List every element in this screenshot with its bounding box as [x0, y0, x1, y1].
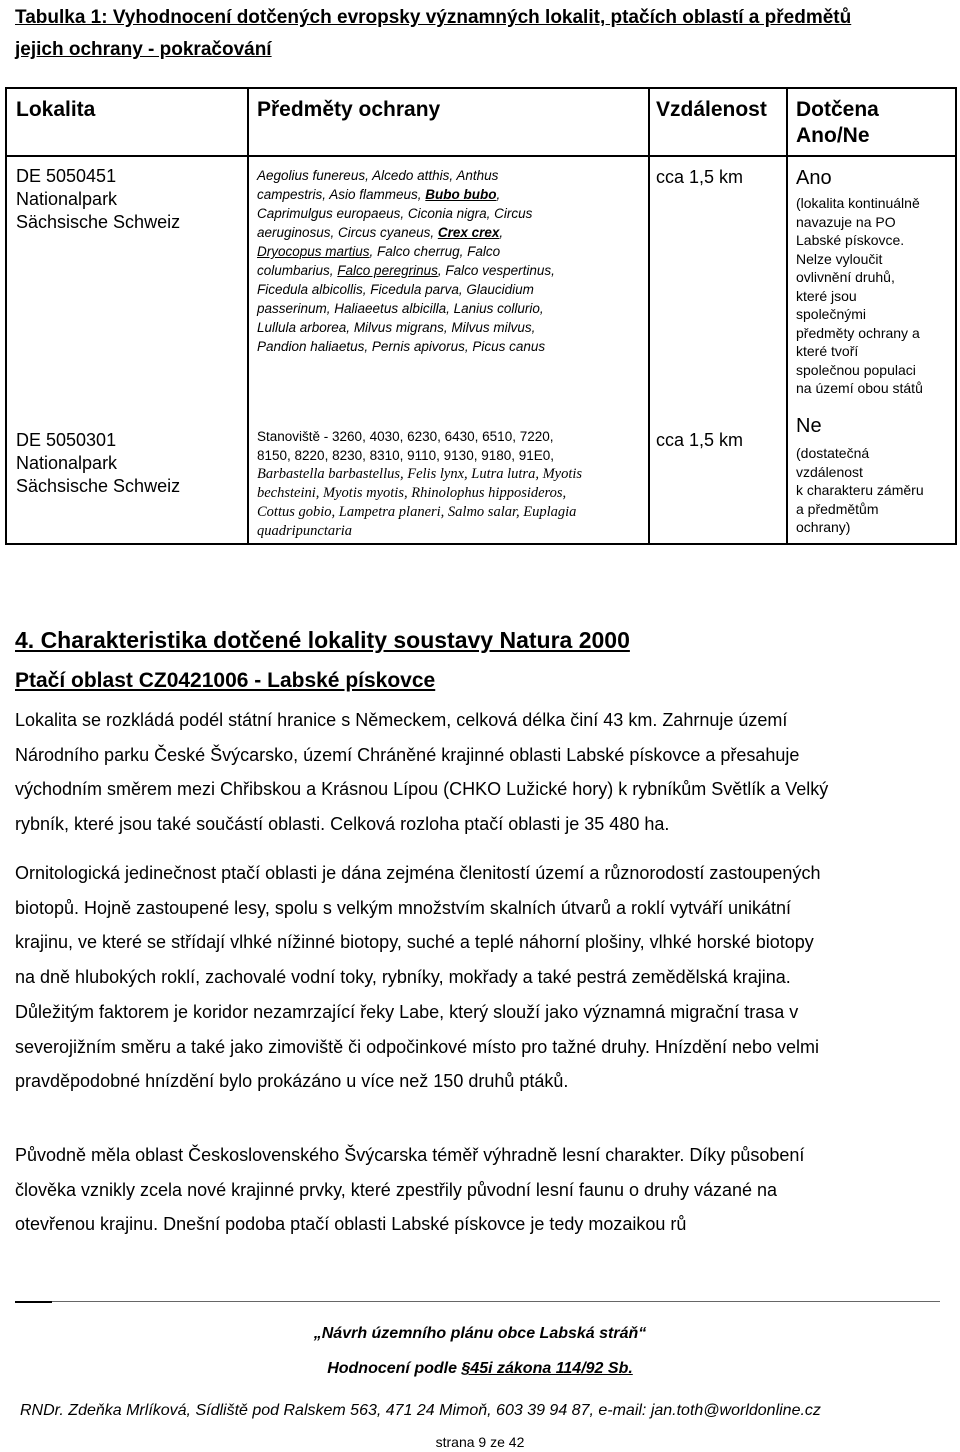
- underlined-species: Dryocopus martius: [257, 244, 370, 259]
- paragraph-1: [15, 703, 950, 842]
- emphasized-species: Crex crex: [437, 225, 500, 240]
- paragraph-line: Důležitým faktorem je koridor nezamrzající řeky Labe, který slouží jako významná migrační trasa v: [15, 1001, 799, 1022]
- species-line: Barbastella barbastellus, Felis lynx, Lutra lutra, Myotis: [257, 466, 583, 482]
- row2-note: [796, 444, 956, 537]
- note-line: a předmětům: [796, 500, 879, 517]
- note-line: společnými: [796, 306, 867, 322]
- header-dotcena: [796, 97, 879, 149]
- paragraph-line: rybník, které jsou také součástí oblasti. Celková rozloha ptačí oblasti je 35 480 ha.: [15, 814, 670, 835]
- paragraph-line: Národního parku České Švýcarsko, území Chráněné krajinné oblasti Labské pískovce a přesahuje: [15, 744, 800, 765]
- note-line: (dostatečná: [796, 445, 870, 461]
- paragraph-line: člověka vznikly zcela nové krajinné prvky, které zpestřily původní lesní faunu o druhy vázané na: [15, 1179, 778, 1200]
- header-lokalita: Lokalita: [16, 98, 96, 121]
- row1-affected: [796, 166, 956, 398]
- caption-line-2: jejich ochrany - pokračování: [15, 39, 272, 60]
- row1-answer: Ano: [796, 167, 832, 189]
- species-line: Aegolius funereus, Alcedo atthis, Anthus: [257, 168, 499, 183]
- note-line: vzdálenost: [796, 463, 863, 480]
- table-caption: [15, 2, 945, 66]
- note-line: Nelze vyloučit: [796, 250, 883, 267]
- note-line: Labské pískovce.: [796, 232, 905, 248]
- section-subheading: Ptačí oblast CZ0421006 - Labské pískovce: [15, 669, 436, 692]
- species-line: passerinum, Haliaeetus albicilla, Lanius collurio,: [257, 301, 544, 316]
- row2-loc-name-2: Sächsische Schweiz: [16, 476, 181, 496]
- footer-subtitle-law: §45i zákona 114/92 Sb.: [461, 1360, 633, 1377]
- row1-loc-name-1: Nationalpark: [16, 189, 118, 209]
- footer-rule-short: [15, 1301, 52, 1303]
- row2-answer: Ne: [796, 415, 822, 437]
- note-line: ovlivnění druhů,: [796, 269, 895, 285]
- species-line: Lullula arborea, Milvus migrans, Milvus milvus,: [257, 320, 536, 335]
- species-line: quadripunctaria: [257, 523, 353, 539]
- habitat-line: Stanoviště - 3260, 4030, 6230, 6430, 6510, 7220,: [257, 429, 554, 444]
- row2-loc-code: DE 5050301: [16, 430, 117, 450]
- species-line: aeruginosus, Circus cyaneus, Crex crex,: [257, 225, 504, 240]
- paragraph-3: [15, 1138, 950, 1242]
- paragraph-line: na dně hlubokých roklí, zachovalé vodní toky, rybníky, mokřady a také pestrá zemědělská krajina.: [15, 967, 791, 988]
- habitat-line: 8150, 8220, 8230, 8310, 9110, 9130, 9180, 91E0,: [257, 448, 555, 463]
- paragraph-line: otevřenou krajinu. Dnešní podoba ptačí oblasti Labské pískovce je tedy mozaikou rů: [15, 1214, 687, 1235]
- paragraph-line: Lokalita se rozkládá podél státní hranice s Německem, celková délka činí 43 km. Zahrnuje území: [15, 710, 788, 730]
- paragraph-line: severojižním směru a také jako zimoviště či odpočinkové místo pro tažné druhy. Hnízdění nebo velmi: [15, 1036, 820, 1057]
- species-line: Ficedula albicollis, Ficedula parva, Glaucidium: [257, 282, 534, 297]
- header-dotcena-line1: Dotčena: [796, 98, 879, 121]
- underlined-species: Falco peregrinus: [337, 263, 438, 278]
- row1-loc-name-2: Sächsische Schweiz: [16, 212, 181, 232]
- paragraph-line: východním směrem mezi Chřibskou a Krásnou Lípou (CHKO Lužické hory) k rybníkům Světlík a Velký: [15, 779, 829, 800]
- note-line: k charakteru záměru: [796, 482, 924, 498]
- footer-subtitle: [0, 1360, 960, 1378]
- row2-distance: cca 1,5 km: [656, 430, 744, 450]
- footer-rule: [52, 1301, 940, 1302]
- paragraph-line: krajinu, ve které se střídají vlhké nížinné biotopy, suché a teplé náhorní plošiny, vlhké horské biotopy: [15, 932, 814, 953]
- note-line: společnou populaci: [796, 361, 916, 378]
- row2-lokalita: [16, 429, 180, 498]
- header-dotcena-line2: Ano/Ne: [796, 124, 870, 147]
- row2-loc-name-1: Nationalpark: [16, 453, 118, 473]
- species-line: bechsteini, Myotis myotis, Rhinolophus hipposideros,: [257, 485, 567, 501]
- row2-predmety-ochrany: [257, 427, 582, 541]
- row1-loc-code: DE 5050451: [16, 166, 117, 186]
- row1-distance: cca 1,5 km: [656, 167, 744, 187]
- emphasized-species: Bubo bubo: [425, 187, 497, 202]
- note-line: (lokalita kontinuálně: [796, 195, 920, 211]
- caption-line-1: Tabulka 1: Vyhodnocení dotčených evropsky významných lokalit, ptačích oblastí a předmětů: [15, 7, 852, 28]
- header-vzdalenost: Vzdálenost: [656, 98, 767, 121]
- paragraph-line: Původně měla oblast Československého Švýcarska téměř výhradně lesní charakter. Díky působení: [15, 1145, 805, 1165]
- paragraph-line: Ornitologická jedinečnost ptačí oblasti je dána zejména členitostí území a různorodostí zastoupených: [15, 863, 821, 883]
- paragraph-2: [15, 856, 950, 1099]
- species-line: Dryocopus martius, Falco cherrug, Falco: [257, 244, 501, 259]
- page-number: strana 9 ze 42: [435, 1434, 525, 1450]
- paragraph-line: pravděpodobné hnízdění bylo prokázáno u více než 150 druhů ptáků.: [15, 1071, 569, 1092]
- species-line: columbarius, Falco peregrinus, Falco vespertinus,: [257, 263, 555, 278]
- section-heading: 4. Charakteristika dotčené lokality soustavy Natura 2000: [15, 627, 630, 653]
- row1-lokalita: [16, 165, 180, 234]
- footer-title: „Návrh územního plánu obce Labská stráň“: [313, 1325, 647, 1342]
- footer-subtitle-pre: Hodnocení podle: [327, 1360, 462, 1377]
- species-line: Pandion haliaetus, Pernis apivorus, Picus canus: [257, 339, 546, 354]
- note-line: předměty ochrany a: [796, 324, 920, 341]
- species-line: Cottus gobio, Lampetra planeri, Salmo salar, Euplagia: [257, 504, 577, 520]
- note-line: které tvoří: [796, 343, 859, 359]
- row1-note: [796, 194, 956, 398]
- note-line: na území obou států: [796, 380, 923, 396]
- note-line: ochrany): [796, 519, 851, 535]
- footer-author: RNDr. Zdeňka Mrlíková, Sídliště pod Ralskem 563, 471 24 Mimoň, 603 39 94 87, e-mail: jan.toth@worldonline.cz: [20, 1402, 821, 1419]
- row2-affected: [796, 414, 956, 537]
- row1-predmety-ochrany: [257, 166, 555, 356]
- paragraph-line: biotopů. Hojně zastoupené lesy, spolu s velkým množstvím skalních útvarů a roklí vytváří unikátní: [15, 897, 792, 918]
- header-predmety-ochrany: Předměty ochrany: [257, 98, 441, 121]
- note-line: navazuje na PO: [796, 213, 896, 230]
- note-line: které jsou: [796, 287, 857, 304]
- protected-sites-table: [5, 87, 957, 545]
- species-line: Caprimulgus europaeus, Ciconia nigra, Circus: [257, 206, 533, 221]
- species-line: campestris, Asio flammeus, Bubo bubo,: [257, 187, 501, 202]
